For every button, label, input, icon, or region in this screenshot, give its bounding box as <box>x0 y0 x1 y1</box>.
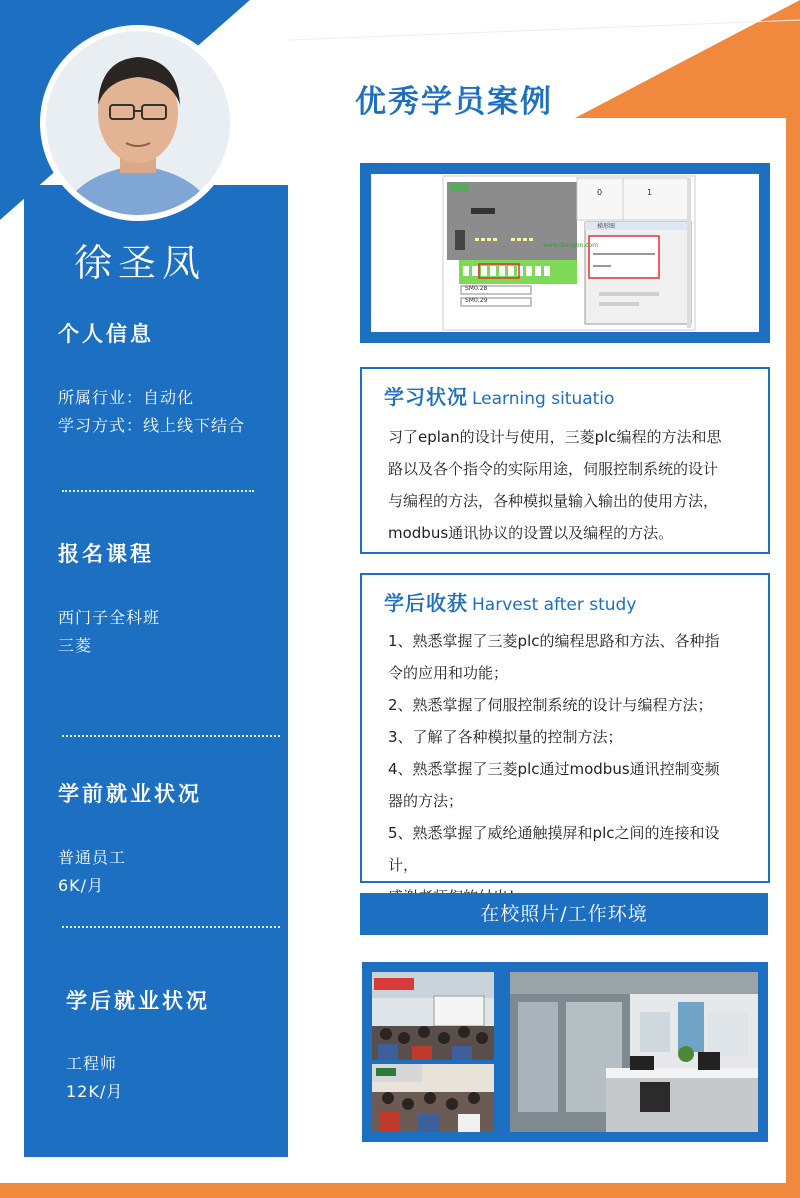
section-title-personal-info: 个人信息 <box>58 322 154 346</box>
watermark: www.diangon.com <box>543 242 599 249</box>
office-photo <box>510 972 758 1132</box>
divider <box>62 735 280 737</box>
learning-line: 路以及各个指令的实际用途，伺服控制系统的设计 <box>388 460 719 478</box>
harvest-title-zh: 学后收获 <box>384 591 468 615</box>
divider <box>62 490 254 492</box>
course-line-2: 三菱 <box>58 636 93 655</box>
classroom-photo <box>372 1064 494 1132</box>
learning-line: 与编程的方法，各种模拟量输入输出的使用方法， <box>388 492 719 510</box>
section-title-pre-employment: 学前就业状况 <box>58 782 202 806</box>
learning-situation-box <box>360 367 770 554</box>
cell-label-1: 1 <box>647 188 653 197</box>
student-name: 徐圣凤 <box>73 241 206 285</box>
post-salary-line: 12K/月 <box>66 1082 124 1101</box>
learning-line: 习了eplan的设计与使用，三菱plc编程的方法和思 <box>388 428 722 446</box>
cell-label-0: 0 <box>597 188 603 197</box>
software-screenshot <box>371 174 759 332</box>
learning-text <box>388 421 748 549</box>
harvest-box <box>360 573 770 883</box>
page-title: 优秀学员案例 <box>355 84 553 120</box>
classroom-photo-icon <box>372 972 494 1060</box>
post-job-line: 工程师 <box>66 1054 118 1073</box>
sm-label-1: SM0.28 <box>465 285 488 292</box>
harvest-line: 1、熟悉掌握了三菱plc的编程思路和方法、各种指 <box>388 632 720 650</box>
learning-line: modbus通讯协议的设置以及编程的方法。 <box>388 524 674 542</box>
plc-diagram-icon <box>371 174 759 332</box>
pre-salary-line: 6K/月 <box>58 876 105 895</box>
divider <box>62 926 280 928</box>
harvest-line: 4、熟悉掌握了三菱plc通过modbus通讯控制变频 <box>388 760 720 778</box>
course-line-1: 西门子全科班 <box>58 608 161 627</box>
pre-job-line: 普通员工 <box>58 848 127 867</box>
learning-title-en: Learning situatio <box>472 389 615 409</box>
person-photo-icon <box>40 25 236 221</box>
section-title-course: 报名课程 <box>58 542 154 566</box>
harvest-line: 3、了解了各种模拟量的控制方法； <box>388 728 623 746</box>
classroom-photo <box>372 972 494 1060</box>
sm-label-2: SM0.29 <box>465 297 488 304</box>
software-screenshot-frame <box>360 163 770 343</box>
harvest-text <box>388 625 748 913</box>
harvest-line: 令的应用和功能； <box>388 664 509 682</box>
harvest-line: 器的方法； <box>388 792 464 810</box>
office-photo-icon <box>510 972 758 1132</box>
industry-line: 所属行业：自动化 <box>58 388 195 407</box>
learning-title-zh: 学习状况 <box>384 385 468 409</box>
avatar <box>40 25 236 221</box>
section-title-post-employment: 学后就业状况 <box>66 989 210 1013</box>
harvest-line: 2、熟悉掌握了伺服控制系统的设计与编程方法； <box>388 696 713 714</box>
harvest-line: 5、熟悉掌握了威纶通触摸屏和plc之间的连接和设计， <box>388 824 720 874</box>
photos-frame <box>362 962 768 1142</box>
study-mode-line: 学习方式：线上线下结合 <box>58 416 246 435</box>
learning-heading <box>384 381 614 410</box>
harvest-title-en: Harvest after study <box>472 595 637 615</box>
window-title: 梯形图 <box>597 223 616 230</box>
photos-banner: 在校照片/工作环境 <box>360 893 768 935</box>
classroom-photo-icon <box>372 1064 494 1132</box>
harvest-heading <box>384 587 636 616</box>
